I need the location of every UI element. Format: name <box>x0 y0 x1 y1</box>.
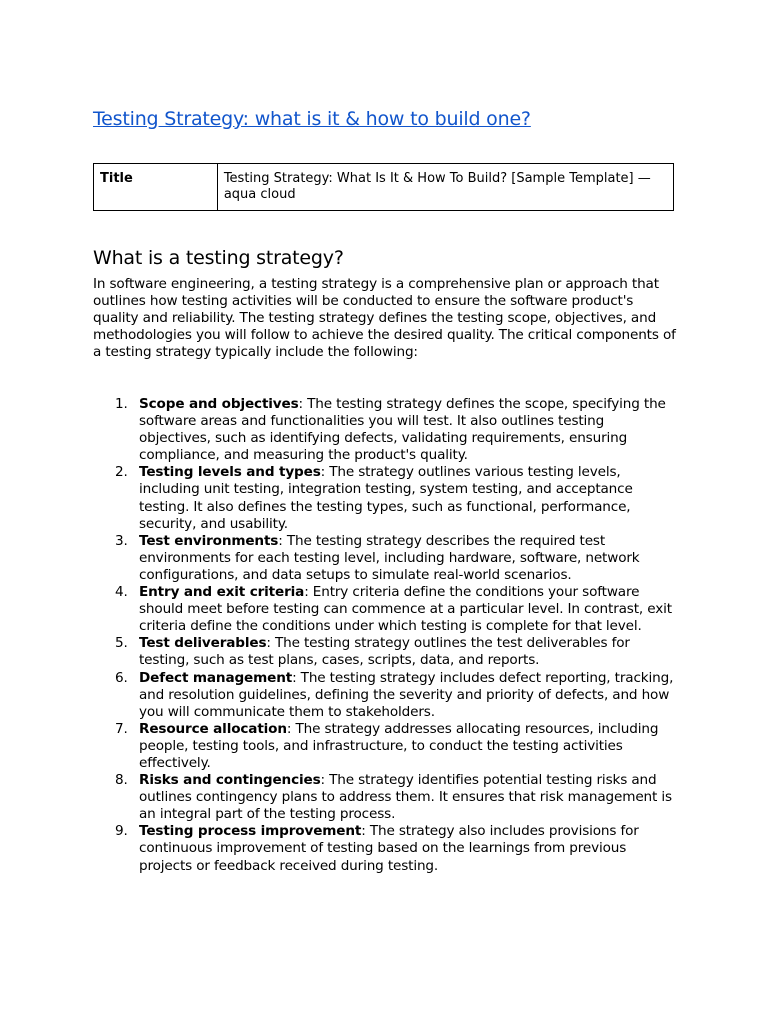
intro-paragraph: In software engineering, a testing strategy is a comprehensive plan or approach that outlines how testing activities will be conducted to ensure the software product's quality and reliability. The testing strategy defines the testing scope, objectives, and methodologies you will follow to achieve the desired quality. The critical components of a testing strategy typically include the following: <box>93 276 676 361</box>
table-value-cell: Testing Strategy: What Is It & How To Build? [Sample Template] — aqua cloud <box>217 164 673 211</box>
list-item-number: 6. <box>115 669 128 686</box>
components-list <box>93 396 678 875</box>
list-item-number: 3. <box>115 532 128 549</box>
list-item-number: 9. <box>115 823 128 840</box>
list-item <box>93 772 678 823</box>
table-key-cell: Title <box>94 164 218 211</box>
list-item <box>93 396 678 464</box>
list-item-text: : The strategy addresses allocating resources, including people, testing tools, and infrastructure, to conduct the testing activities effectively. <box>139 720 659 771</box>
list-item-number: 1. <box>115 396 128 412</box>
list-item-text: : Entry criteria define the conditions your software should meet before testing can commence at a particular level. In contrast, exit criteria define the conditions under which testing is complete for that level. <box>139 584 672 635</box>
list-item-text: : The strategy outlines various testing levels, including unit testing, integration testing, system testing, and acceptance testing. It also defines the testing types, such as functional, performance, security, and usability. <box>139 464 633 532</box>
list-item-term: Scope and objectives <box>139 396 299 412</box>
list-item-term: Entry and exit criteria <box>139 584 305 601</box>
list-item-term: Resource allocation <box>139 720 287 737</box>
list-item <box>93 584 678 635</box>
list-item <box>93 635 678 669</box>
list-item <box>93 464 678 532</box>
list-item-number: 7. <box>115 720 128 737</box>
metadata-table <box>93 163 674 211</box>
list-item-number: 8. <box>115 772 128 789</box>
list-item-number: 4. <box>115 584 128 601</box>
list-item <box>93 670 678 721</box>
list-item-term: Test deliverables <box>139 635 267 652</box>
list-item-text: : The testing strategy includes defect reporting, tracking, and resolution guidelines, defining the severity and priority of defects, and how you will communicate them to stakeholders. <box>139 669 674 720</box>
list-item-text: : The strategy also includes provisions for continuous improvement of testing based on the learnings from previous projects or feedback received during testing. <box>139 823 639 874</box>
list-item-text: : The testing strategy defines the scope, specifying the software areas and functionalities you will test. It also outlines testing objectives, such as identifying defects, validating requirements, ensuring compliance, and measuring the product's quality. <box>139 396 666 464</box>
list-item-number: 5. <box>115 635 128 652</box>
list-item <box>93 721 678 772</box>
section-heading: What is a testing strategy? <box>93 247 344 269</box>
list-item-term: Testing levels and types <box>139 464 321 481</box>
article-title-link[interactable]: Testing Strategy: what is it & how to build one? <box>93 108 531 130</box>
list-item-term: Defect management <box>139 669 293 686</box>
list-item <box>93 533 678 584</box>
list-item-term: Test environments <box>139 532 279 549</box>
list-item-text: : The strategy identifies potential testing risks and outlines contingency plans to address them. It ensures that risk management is an integral part of the testing process. <box>139 772 672 823</box>
list-item-text: : The testing strategy describes the required test environments for each testing level, including hardware, software, network configurations, and data setups to simulate real-world scenarios. <box>139 532 640 583</box>
table-row <box>94 164 674 211</box>
list-item-number: 2. <box>115 464 128 481</box>
list-item <box>93 823 678 874</box>
list-item-text: : The testing strategy outlines the test deliverables for testing, such as test plans, cases, scripts, data, and reports. <box>139 635 630 669</box>
list-item-term: Risks and contingencies <box>139 772 321 789</box>
list-item-term: Testing process improvement <box>139 823 362 840</box>
